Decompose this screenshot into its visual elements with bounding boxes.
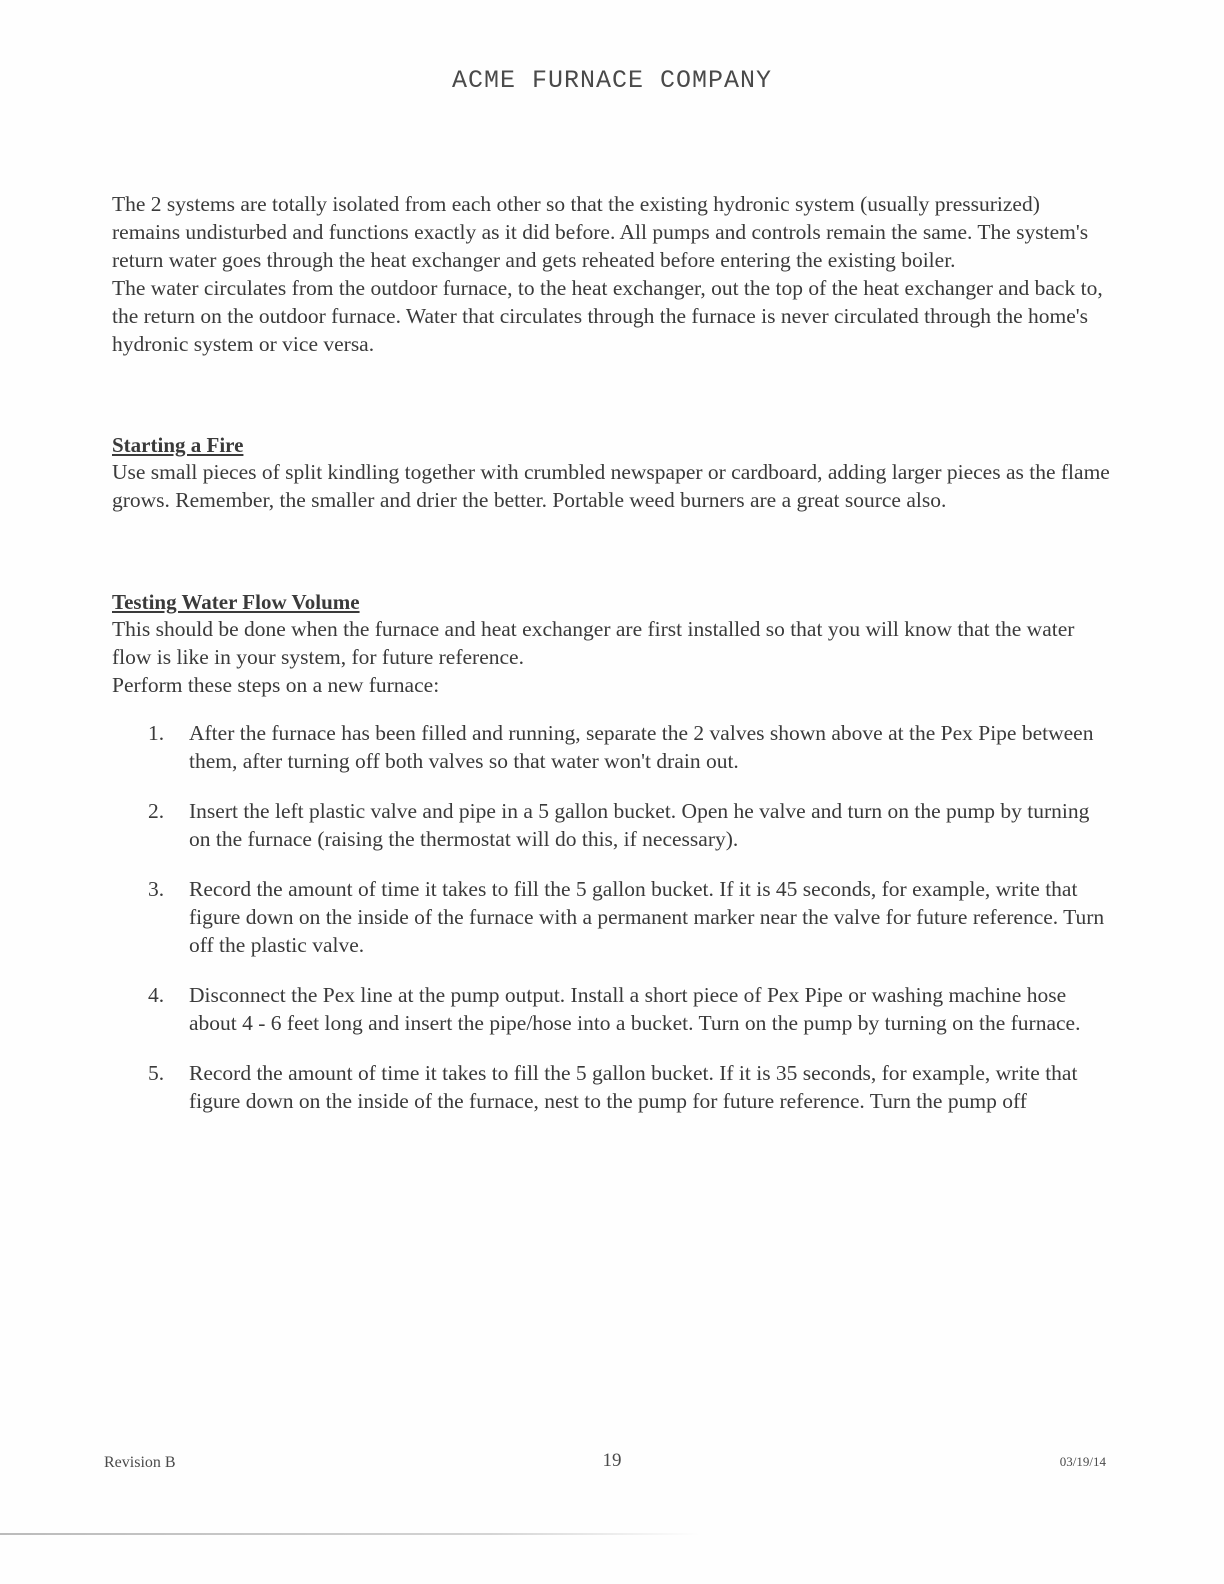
steps-list (112, 719, 1112, 1115)
step-number: 2. (148, 799, 165, 823)
revision-date: 03/19/14 (1059, 1454, 1106, 1469)
list-item (112, 797, 1112, 853)
company-title: ACME FURNACE COMPANY (451, 66, 773, 95)
list-item (112, 981, 1112, 1037)
step-text: Record the amount of time it takes to fill the 5 gallon bucket. If it is 35 seconds, for example, write that figure down on the inside of the furnace, nest to the pump for future reference. Turn the pump off (189, 1061, 1078, 1113)
step-number: 4. (148, 983, 165, 1007)
step-number: 5. (148, 1061, 165, 1085)
list-item (112, 875, 1112, 959)
list-item (112, 1059, 1112, 1115)
water-flow-heading: Testing Water Flow Volume (112, 590, 360, 614)
step-text: Record the amount of time it takes to fill the 5 gallon bucket. If it is 45 seconds, for example, write that figure down on the inside of the furnace with a permanent marker near the valve for future reference. Turn off the plastic valve. (189, 877, 1105, 957)
page-number: 19 (602, 1450, 622, 1471)
intro-paragraph: The 2 systems are totally isolated from each other so that the existing hydronic system (usually pressurized) remains undisturbed and functions exactly as it did before. All pumps and controls remain the same. The system's return water goes through the heat exchanger and gets reheated before entering the existing boiler. (112, 192, 1089, 272)
water-flow-paragraph: This should be done when the furnace and heat exchanger are first installed so that you will know that the water flow is like in your system, for future reference. (112, 617, 1075, 669)
page-content (112, 190, 1112, 1137)
steps-intro: Perform these steps on a new furnace: (112, 673, 440, 697)
scan-artifact-line (0, 1533, 700, 1535)
starting-fire-heading: Starting a Fire (112, 433, 244, 457)
step-text: Insert the left plastic valve and pipe in a 5 gallon bucket. Open he valve and turn on the pump by turning on the furnace (raising the thermostat will do this, if necessary). (189, 799, 1090, 851)
circulation-paragraph: The water circulates from the outdoor furnace, to the heat exchanger, out the top of the heat exchanger and back to, the return on the outdoor furnace. Water that circulates through the furnace is never circulated through the home's hydronic system or vice versa. (112, 276, 1103, 356)
step-text: After the furnace has been filled and running, separate the 2 valves shown above at the Pex Pipe between them, after turning off both valves so that water won't drain out. (189, 721, 1094, 773)
revision-label: Revision B (104, 1454, 176, 1471)
list-item (112, 719, 1112, 775)
step-text: Disconnect the Pex line at the pump output. Install a short piece of Pex Pipe or washing machine hose about 4 - 6 feet long and insert the pipe/hose into a bucket. Turn on the pump by turning on the furnace. (189, 983, 1081, 1035)
starting-fire-paragraph: Use small pieces of split kindling together with crumbled newspaper or cardboard, adding larger pieces as the flame grows. Remember, the smaller and drier the better. Portable weed burners are a great source also. (112, 460, 1110, 512)
step-number: 3. (148, 877, 165, 901)
step-number: 1. (148, 721, 165, 745)
